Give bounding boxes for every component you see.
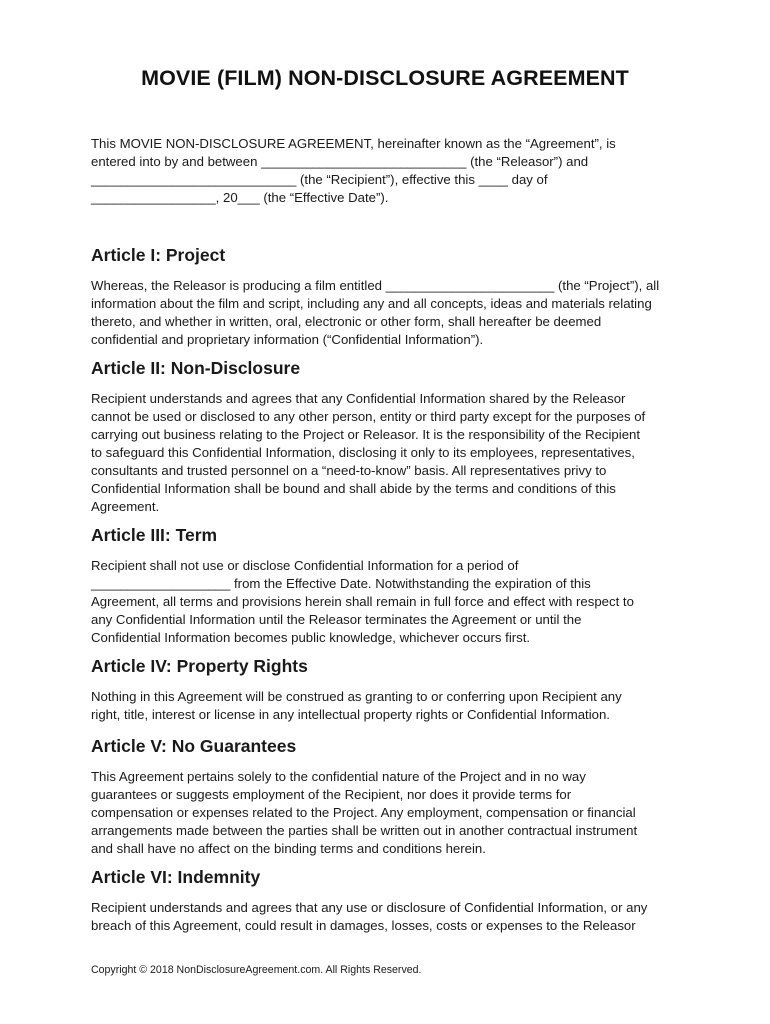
body-line: confidential and proprietary information (“Confidential Information”). xyxy=(91,332,484,347)
body-line: any Confidential Information until the Releasor terminates the Agreement or until the xyxy=(91,612,582,627)
body-line: Confidential Information shall be bound and shall abide by the terms and conditions of this xyxy=(91,481,616,496)
body-line: and shall have no affect on the binding terms and conditions herein. xyxy=(91,841,486,856)
intro-line: _________________, 20___ (the “Effective Date”). xyxy=(91,190,389,205)
article-6-heading: Article VI: Indemnity xyxy=(91,867,261,887)
body-line: Confidential Information becomes public knowledge, whichever occurs first. xyxy=(91,630,531,645)
article-1-body xyxy=(91,277,691,349)
body-line: carrying out business relating to the Project or Releasor. It is the responsibility of the Recipient xyxy=(91,427,641,442)
article-3-heading: Article III: Term xyxy=(91,525,218,545)
body-line: Agreement. xyxy=(91,499,160,514)
body-line: thereto, and whether in written, oral, electronic or other form, shall hereafter be deemed xyxy=(91,314,602,329)
intro-line: entered into by and between ____________________________ (the “Releasor”) and xyxy=(91,154,589,169)
body-line: Nothing in this Agreement will be construed as granting to or conferring upon Recipient any xyxy=(91,689,622,704)
intro-line: ____________________________ (the “Recipient”), effective this ____ day of xyxy=(91,172,548,187)
body-line: Agreement, all terms and provisions herein shall remain in full force and effect with respect to xyxy=(91,594,634,609)
article-4-heading: Article IV: Property Rights xyxy=(91,656,308,676)
body-line: compensation or expenses related to the Project. Any employment, compensation or financial xyxy=(91,805,636,820)
body-line: Recipient understands and agrees that any Confidential Information shared by the Releasor xyxy=(91,391,626,406)
body-line: guarantees or suggests employment of the Recipient, nor does it provide terms for xyxy=(91,787,572,802)
body-line: breach of this Agreement, could result in damages, losses, costs or expenses to the Releasor xyxy=(91,918,636,933)
body-line: right, title, interest or license in any intellectual property rights or Confidential Information. xyxy=(91,707,610,722)
article-5-heading: Article V: No Guarantees xyxy=(91,736,297,756)
article-5-body xyxy=(91,768,691,858)
page-title: MOVIE (FILM) NON-DISCLOSURE AGREEMENT xyxy=(141,66,629,90)
article-3-body xyxy=(91,557,691,647)
body-line: Recipient understands and agrees that any use or disclosure of Confidential Information, or any xyxy=(91,900,648,915)
body-line: This Agreement pertains solely to the confidential nature of the Project and in no way xyxy=(91,769,586,784)
body-line: consultants and trusted personnel on a “need-to-know” basis. All representatives privy to xyxy=(91,463,607,478)
copyright-footer: Copyright © 2018 NonDisclosureAgreement.com. All Rights Reserved. xyxy=(91,964,422,976)
body-line: to safeguard this Confidential Information, disclosing it only to its employees, representatives, xyxy=(91,445,635,460)
body-line: ___________________ from the Effective Date. Notwithstanding the expiration of this xyxy=(91,576,591,591)
article-2-body xyxy=(91,390,691,516)
body-line: information about the film and script, including any and all concepts, ideas and materials relating xyxy=(91,296,652,311)
article-1-heading: Article I: Project xyxy=(91,245,226,265)
article-4-body xyxy=(91,688,691,724)
article-6-body xyxy=(91,899,691,935)
intro-paragraph xyxy=(91,135,691,207)
body-line: Recipient shall not use or disclose Confidential Information for a period of xyxy=(91,558,519,573)
body-line: arrangements made between the parties shall be written out in another contractual instrument xyxy=(91,823,638,838)
article-2-heading: Article II: Non-Disclosure xyxy=(91,358,301,378)
body-line: Whereas, the Releasor is producing a film entitled _______________________ (the “Project”), all xyxy=(91,278,660,293)
intro-line: This MOVIE NON-DISCLOSURE AGREEMENT, hereinafter known as the “Agreement”, is xyxy=(91,136,616,151)
body-line: cannot be used or disclosed to any other person, entity or third party except for the purposes of xyxy=(91,409,646,424)
